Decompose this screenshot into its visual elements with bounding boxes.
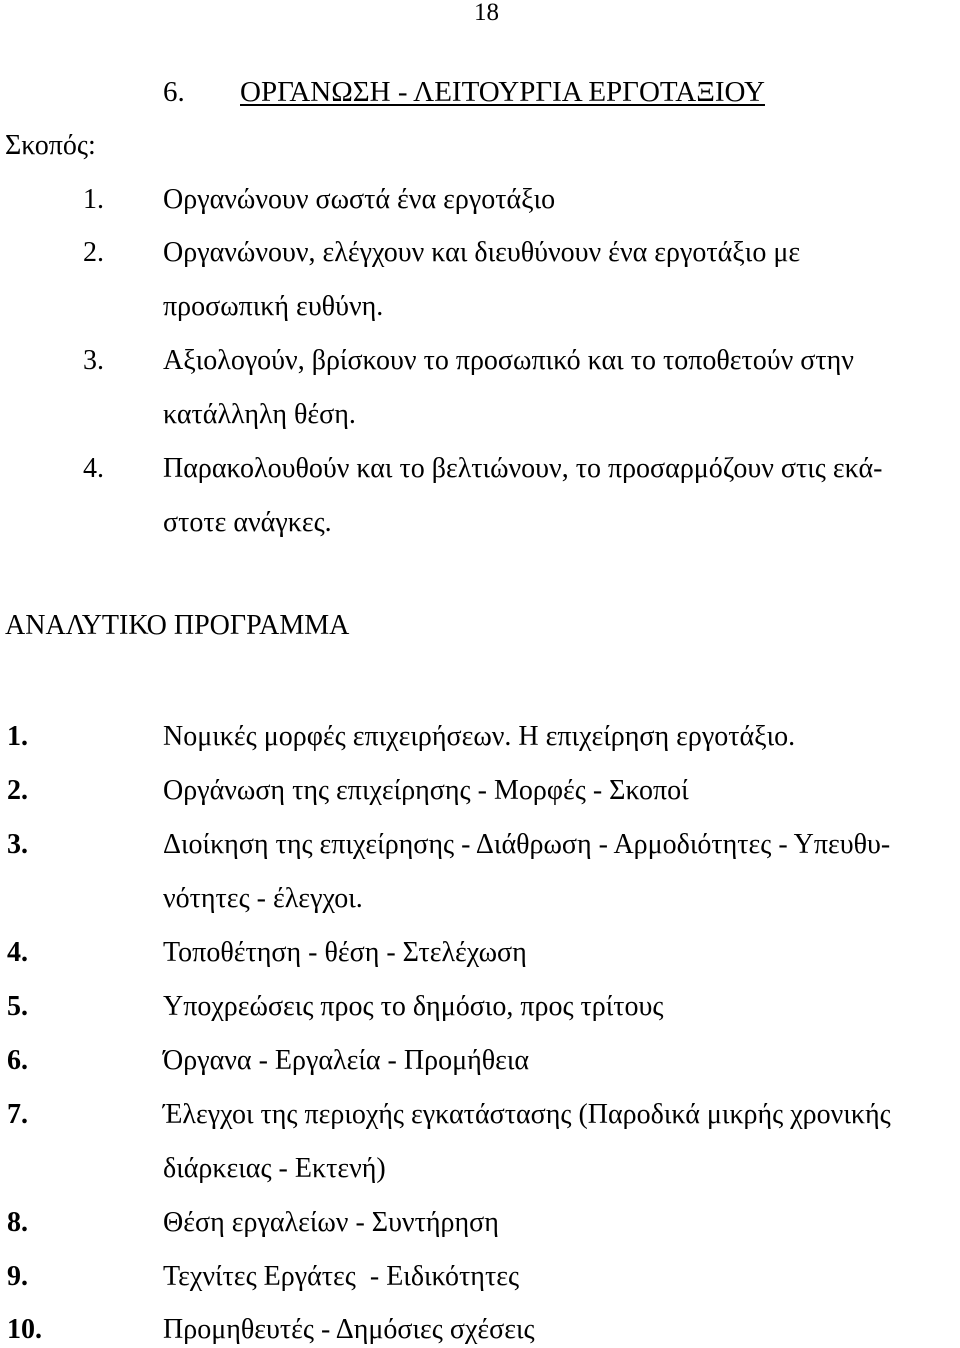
- purpose-label: Σκοπός:: [5, 130, 96, 161]
- purpose-item-text: Οργανώνουν, ελέγχουν και διευθύνουν ένα εργοτάξιο με: [163, 237, 801, 268]
- program-item-number: 8.: [7, 1207, 28, 1238]
- purpose-item-text-cont: στοτε ανάγκες.: [163, 507, 332, 538]
- purpose-item-text-cont: προσωπική ευθύνη.: [163, 291, 384, 322]
- program-item-text: Υποχρεώσεις προς το δημόσιο, προς τρίτους: [163, 991, 664, 1022]
- program-item-number: 3.: [7, 829, 28, 860]
- program-item-number: 1.: [7, 721, 28, 752]
- chapter-title: [163, 72, 765, 112]
- program-item-text-cont: νότητες - έλεγχοι.: [163, 883, 363, 914]
- program-title: ΑΝΑΛΥΤΙΚΟ ΠΡΟΓΡΑΜΜΑ: [5, 610, 350, 641]
- purpose-item-number: 3.: [83, 345, 104, 376]
- purpose-item-text: Οργανώνουν σωστά ένα εργοτάξιο: [163, 184, 556, 215]
- purpose-item-text: Παρακολουθούν και το βελτιώνουν, το προσαρμόζουν στις εκά-: [163, 453, 883, 484]
- purpose-item-number: 1.: [83, 184, 104, 215]
- program-item-text: Τοποθέτηση - θέση - Στελέχωση: [163, 937, 527, 968]
- program-item-number: 5.: [7, 991, 28, 1022]
- purpose-item-number: 2.: [83, 237, 104, 268]
- page-number: 18: [474, 0, 499, 26]
- program-item-text: Έλεγχοι της περιοχής εγκατάστασης (Παροδικά μικρής χρονικής: [163, 1099, 891, 1130]
- program-item-number: 6.: [7, 1045, 28, 1076]
- purpose-item-text-cont: κατάλληλη θέση.: [163, 399, 356, 430]
- program-item-text: Νομικές μορφές επιχειρήσεων. Η επιχείρηση εργοτάξιο.: [163, 721, 796, 752]
- program-item-text-cont: διάρκειας - Εκτενή): [163, 1153, 386, 1184]
- chapter-number: 6.: [163, 76, 185, 108]
- program-item-text: Τεχνίτες Εργάτες - Ειδικότητες: [163, 1261, 520, 1292]
- program-item-number: 10.: [7, 1314, 42, 1345]
- program-item-text: Θέση εργαλείων - Συντήρηση: [163, 1207, 499, 1238]
- program-item-number: 7.: [7, 1099, 28, 1130]
- program-item-number: 4.: [7, 937, 28, 968]
- purpose-item-number: 4.: [83, 453, 104, 484]
- program-item-number: 9.: [7, 1261, 28, 1292]
- program-item-text: Οργάνωση της επιχείρησης - Μορφές - Σκοποί: [163, 775, 689, 806]
- chapter-title-text: ΟΡΓΑΝΩΣΗ - ΛΕΙΤΟΥΡΓΙΑ ΕΡΓΟΤΑΞΙΟΥ: [240, 76, 765, 108]
- purpose-item-text: Αξιολογούν, βρίσκουν το προσωπικό και το τοποθετούν στην: [163, 345, 854, 376]
- program-item-text: Όργανα - Εργαλεία - Προμήθεια: [163, 1045, 530, 1076]
- program-item-number: 2.: [7, 775, 28, 806]
- program-item-text: Διοίκηση της επιχείρησης - Διάθρωση - Αρμοδιότητες - Υπευθυ-: [163, 829, 891, 860]
- program-item-text: Προμηθευτές - Δημόσιες σχέσεις: [163, 1314, 535, 1345]
